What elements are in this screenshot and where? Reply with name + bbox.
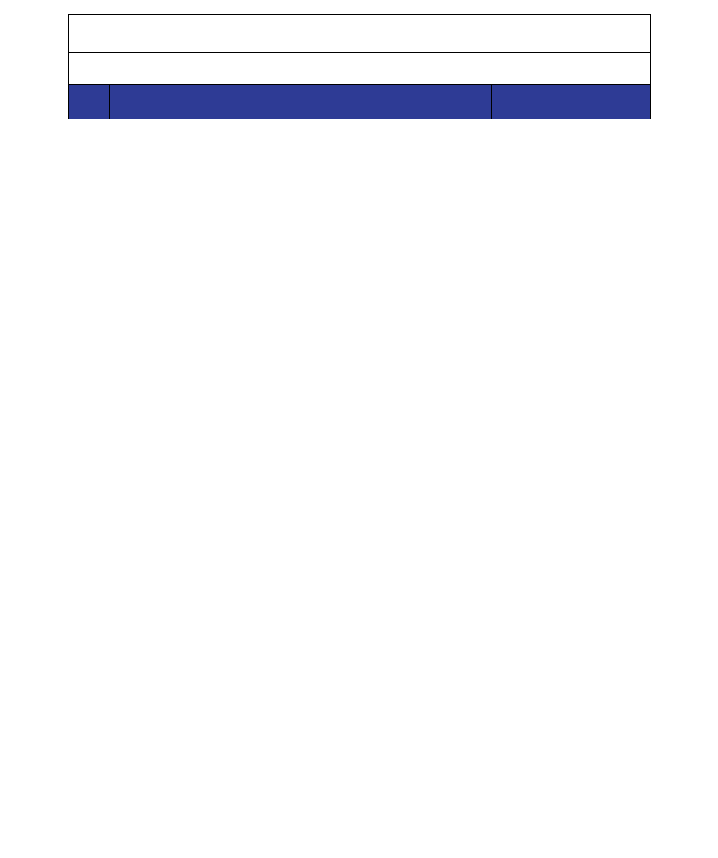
company-row [68,52,651,84]
header-no [68,84,109,119]
title-row [68,14,651,52]
company-line [68,52,651,84]
header-test-item [109,84,491,119]
page-title [68,14,651,52]
header-row [68,84,651,119]
header-criterion [491,84,651,119]
